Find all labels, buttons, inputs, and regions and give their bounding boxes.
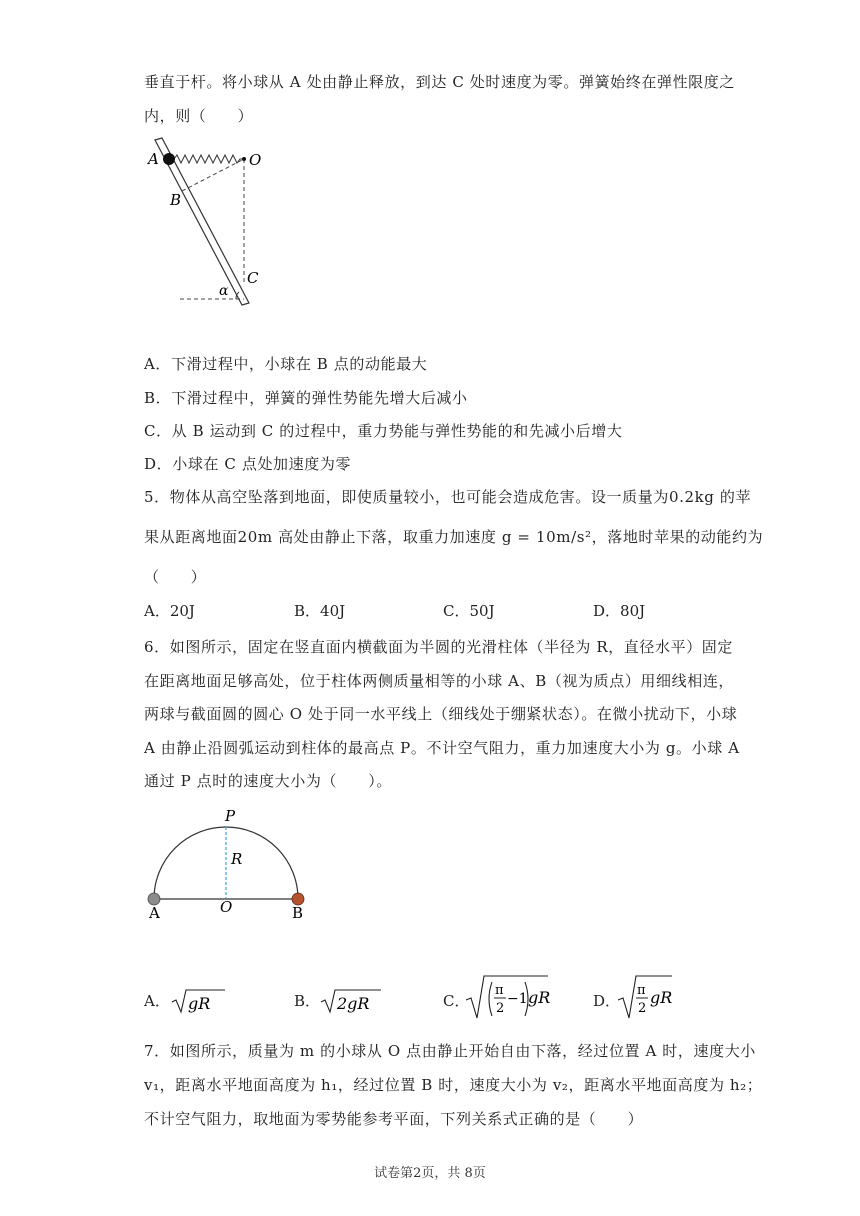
q4-stem-line1: 垂直于杆。将小球从 A 处由静止释放，到达 C 处时速度为零。弹簧始终在弹性限度之 [144,73,735,91]
q7-line3: 不计空气阻力，取地面为零势能参考平面，下列关系式正确的是（ ） [144,1110,644,1128]
label-p: P [225,807,236,825]
label-r: R [231,850,243,868]
q6-option-c-label: C． [443,992,470,1010]
q6-line2: 在距离地面足够高处，位于柱体两侧质量相等的小球 A、B（视为质点）用细线相连， [144,672,735,690]
q4-option-a: A．下滑过程中，小球在 B 点的动能最大 [144,355,428,373]
label-c: C [247,269,259,287]
q5-option-b: B．40J [294,602,346,620]
q6-line5: 通过 P 点时的速度大小为（ ）。 [144,772,392,790]
q6-option-b-label: B． [294,992,321,1010]
q5-line3: （ ） [144,568,207,586]
formula-d-pi: π [637,983,646,998]
q6-option-c-formula [464,972,554,1024]
ball-a [163,153,175,165]
q7-line2: v₁，距离水平地面高度为 h₁，经过位置 B 时，速度大小为 v₂，距离水平地面高度为 h₂； [144,1076,763,1094]
q5-line2: 果从距离地面20m 高处由静止下落，取重力加速度 g = 10m/s²，落地时苹果的动能约为 [144,528,764,546]
q6-option-a-label: A． [144,992,170,1010]
q6-option-d-formula [616,972,676,1024]
formula-c-two: 2 [496,1001,505,1016]
label-a: A [149,904,160,922]
q4-figure-incline-spring [140,135,280,310]
formula-d-two: 2 [638,1001,647,1016]
q5-option-c: C．50J [443,602,495,620]
q6-option-d-label: D． [593,992,621,1010]
page-footer: 试卷第2页，共 8页 [374,1166,486,1181]
label-b: B [292,904,304,922]
label-b: B [170,191,182,209]
q6-line4: A 由静止沿圆弧运动到柱体的最高点 P。不计空气阻力，重力加速度大小为 g。小球 A [144,739,740,757]
label-o: O [220,898,233,916]
q7-line1: 7．如图所示，质量为 m 的小球从 O 点由静止开始自由下落，经过位置 A 时，速度大小 [144,1042,756,1060]
formula-b-body: 2gR [337,994,370,1013]
q6-line3: 两球与截面圆的圆心 O 处于同一水平线上（细线处于绷紧状态）。在微小扰动下，小球 [144,705,738,723]
q4-stem-line2: 内，则（ ） [144,107,254,125]
q5-option-d: D．80J [593,602,646,620]
q5-line1: 5．物体从高空坠落到地面，即使质量较小，也可能会造成危害。设一质量为0.2kg 的苹 [144,488,752,506]
q6-option-b-formula [319,984,389,1018]
q6-line1: 6．如图所示，固定在竖直面内横截面为半圆的光滑柱体（半径为 R，直径水平）固定 [144,638,734,656]
label-alpha: α [219,283,229,299]
label-o: O [249,151,262,169]
formula-c-minus1: −1 [507,991,528,1007]
q5-option-a: A．20J [144,602,195,620]
formula-c-gr: gR [528,988,551,1007]
q4-option-c: C．从 B 运动到 C 的过程中，重力势能与弹性势能的和先减小后增大 [144,422,623,440]
formula-c-pi: π [495,983,504,998]
formula-a-body: gR [188,994,211,1013]
q4-option-d: D．小球在 C 点处加速度为零 [144,455,352,473]
q6-figure-semicircle [140,800,320,925]
q4-option-b: B．下滑过程中，弹簧的弹性势能先增大后减小 [144,389,468,407]
formula-d-gr: gR [650,988,673,1007]
q6-option-a-formula [170,984,230,1018]
label-a: A [148,150,159,168]
